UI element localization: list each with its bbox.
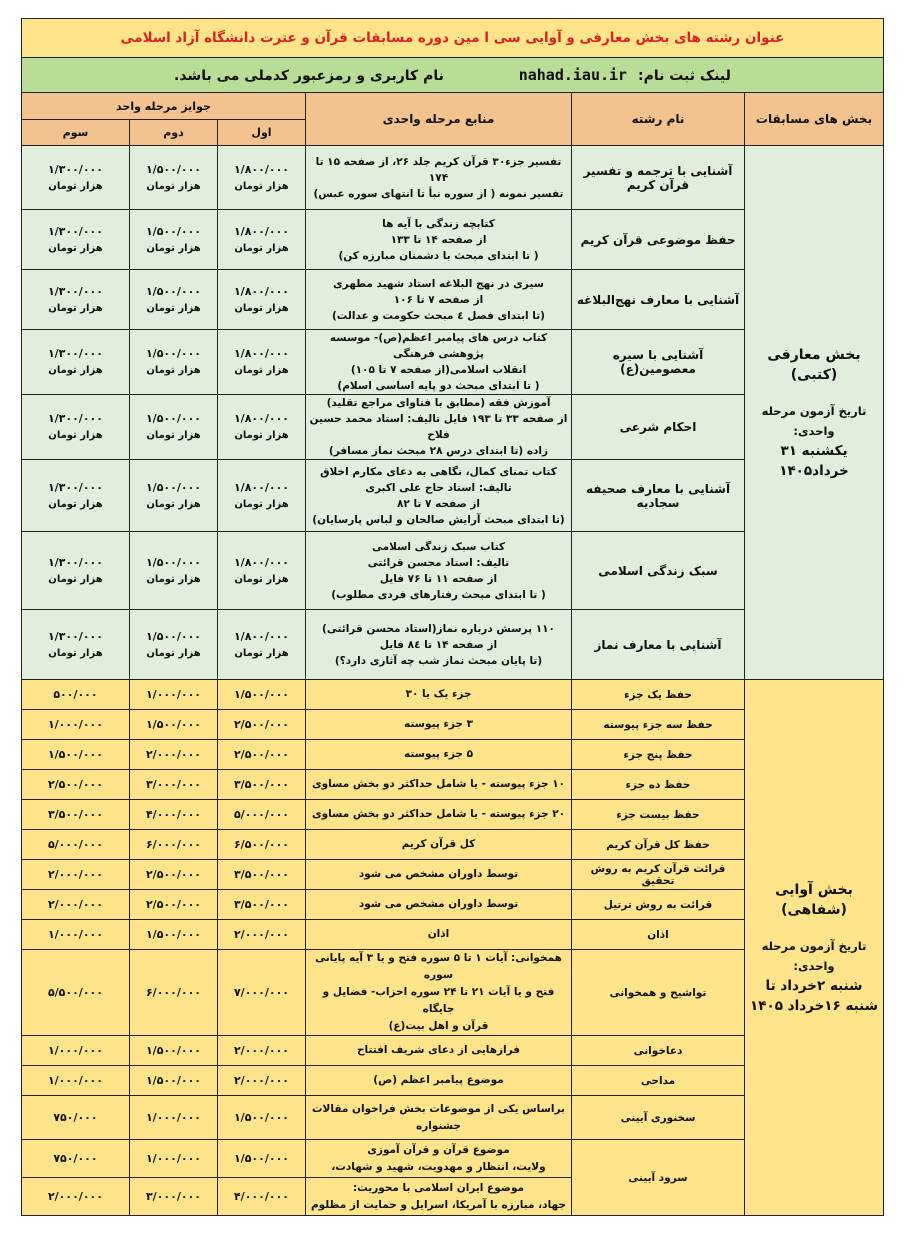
prize-amount: ۱/۵۰۰/۰۰۰ bbox=[145, 480, 202, 494]
prize-amount: ۱/۵۰۰/۰۰۰ bbox=[145, 928, 202, 941]
prize-p1 bbox=[218, 800, 306, 830]
exam-date: یکشنبه ۳۱ خرداد۱۴۰۵ bbox=[779, 442, 849, 479]
prize-amount: ۱/۸۰۰/۰۰۰ bbox=[233, 284, 290, 298]
field-name: مداحی bbox=[572, 1066, 745, 1096]
source-line: موضوع ایران اسلامی با محوریت: bbox=[352, 1181, 525, 1194]
source-line: ۱۱۰ پرسش درباره نماز(استاد محسن قرائتی) bbox=[322, 622, 555, 635]
source-line: براساس یکی از موضوعات بخش فراخوان مقالات bbox=[312, 1102, 565, 1115]
source-line: از صفحه ۳۳ تا ۱۹۳ فایل تالیف: استاد محمد حسین فلاح bbox=[309, 413, 568, 441]
prize-amount: ۱/۰۰۰/۰۰۰ bbox=[47, 928, 103, 941]
prize-amount: ۱/۵۰۰/۰۰۰ bbox=[233, 688, 290, 701]
prize-p1 bbox=[218, 1096, 306, 1140]
prize-p3 bbox=[21, 950, 129, 1036]
source-line: کتاب سبک زندگی اسلامی bbox=[371, 540, 506, 553]
prize-p2 bbox=[130, 1036, 218, 1066]
prize-amount: ۱/۵۰۰/۰۰۰ bbox=[145, 718, 202, 731]
prize-unit: هزار تومان bbox=[48, 180, 103, 192]
prize-amount: ۲/۰۰۰/۰۰۰ bbox=[47, 898, 103, 911]
field-name: حفظ یک جزء bbox=[572, 680, 745, 710]
prize-amount: ۷۵۰/۰۰۰ bbox=[53, 1111, 98, 1124]
prize-p2 bbox=[130, 460, 218, 532]
source-line: توسط داوران مشخص می شود bbox=[358, 868, 519, 880]
sources-cell bbox=[306, 800, 572, 830]
prize-amount: ۱/۳۰۰/۰۰۰ bbox=[47, 555, 103, 569]
prize-amount: ۲/۰۰۰/۰۰۰ bbox=[233, 928, 290, 941]
source-line: سیری در نهج البلاغه استاد شهید مطهری bbox=[333, 277, 544, 290]
prize-amount: ۱/۳۰۰/۰۰۰ bbox=[47, 480, 103, 494]
prize-amount: ۲/۵۰۰/۰۰۰ bbox=[47, 778, 103, 791]
field-name: حفظ پنج جزء bbox=[572, 740, 745, 770]
header-field: نام رشته bbox=[572, 93, 745, 146]
prize-unit: هزار تومان bbox=[48, 430, 103, 441]
prize-amount: ۱/۳۰۰/۰۰۰ bbox=[47, 162, 103, 176]
prize-unit: هزار تومان bbox=[48, 365, 103, 376]
sources-cell bbox=[306, 1096, 572, 1140]
prize-amount: ۱/۵۰۰/۰۰۰ bbox=[145, 224, 202, 238]
prize-amount: ۵۰۰/۰۰۰ bbox=[53, 688, 98, 701]
field-name: سرود آیینی bbox=[572, 1140, 745, 1216]
exam-date-label: تاریخ آزمون مرحله واحدی: bbox=[761, 938, 867, 973]
sources-cell bbox=[306, 890, 572, 920]
prize-unit: هزار تومان bbox=[146, 242, 201, 254]
field-name: سخنوری آیینی bbox=[572, 1096, 745, 1140]
prize-unit: هزار تومان bbox=[146, 430, 201, 441]
sources-cell bbox=[306, 680, 572, 710]
prize-amount: ۱/۸۰۰/۰۰۰ bbox=[233, 555, 290, 569]
prize-p3 bbox=[21, 532, 129, 610]
sources-cell bbox=[306, 920, 572, 950]
header-first: اول bbox=[218, 120, 306, 146]
prize-p1 bbox=[218, 532, 306, 610]
source-line: تالیف: استاد محسن قرائتی bbox=[367, 556, 510, 569]
source-line: از صفحه ۱۴ تا ۱۳۳ bbox=[390, 233, 487, 246]
table-row bbox=[21, 146, 883, 210]
prize-p1 bbox=[218, 395, 306, 460]
prize-p2 bbox=[130, 1178, 218, 1216]
prize-amount: ۵/۵۰۰/۰۰۰ bbox=[47, 986, 103, 999]
header-prizes: جوایز مرحله واحد bbox=[21, 93, 305, 120]
prize-p2 bbox=[130, 770, 218, 800]
source-line: جشنواره bbox=[416, 1119, 461, 1132]
section-maarefi bbox=[745, 146, 884, 680]
source-line: کتاب تمنای کمال، نگاهی به دعای مکارم اخلاق bbox=[320, 465, 557, 478]
prize-p2 bbox=[130, 610, 218, 680]
field-name: قرائت به روش ترتیل bbox=[572, 890, 745, 920]
prize-p2 bbox=[130, 532, 218, 610]
sources-cell bbox=[306, 1066, 572, 1096]
prize-amount: ۱/۰۰۰/۰۰۰ bbox=[145, 1111, 202, 1124]
prize-p1 bbox=[218, 210, 306, 270]
prize-p2 bbox=[130, 890, 218, 920]
field-name: اذان bbox=[572, 920, 745, 950]
prize-p2 bbox=[130, 1066, 218, 1096]
sources-cell bbox=[306, 1178, 572, 1216]
exam-date-label: تاریخ آزمون مرحله واحدی: bbox=[761, 403, 867, 438]
sources-cell bbox=[306, 1036, 572, 1066]
source-line: کتابچه زندگی با آیه ها bbox=[382, 217, 495, 230]
prize-amount: ۳/۵۰۰/۰۰۰ bbox=[233, 868, 290, 881]
prize-amount: ۲/۵۰۰/۰۰۰ bbox=[145, 898, 202, 911]
prize-amount: ۱/۳۰۰/۰۰۰ bbox=[47, 412, 103, 425]
prize-amount: ۱/۳۰۰/۰۰۰ bbox=[47, 347, 103, 360]
prize-p3 bbox=[21, 920, 129, 950]
prize-amount: ۷/۰۰۰/۰۰۰ bbox=[233, 986, 290, 999]
prize-unit: هزار تومان bbox=[48, 573, 103, 585]
prize-unit: هزار تومان bbox=[146, 647, 201, 659]
prize-amount: ۱/۵۰۰/۰۰۰ bbox=[145, 1044, 202, 1057]
prize-p3 bbox=[21, 860, 129, 890]
field-name: آشنایی با معارف نهج‌البلاغه bbox=[572, 270, 745, 330]
exam-date: شنبه ۲خرداد تا bbox=[765, 977, 863, 994]
prize-unit: هزار تومان bbox=[234, 302, 289, 314]
prize-p1 bbox=[218, 146, 306, 210]
section-subtitle: (شفاهی) bbox=[781, 901, 847, 918]
prize-p1 bbox=[218, 270, 306, 330]
source-line: کل قرآن کریم bbox=[401, 838, 476, 850]
prize-amount: ۲/۰۰۰/۰۰۰ bbox=[47, 868, 103, 881]
prize-p3 bbox=[21, 146, 129, 210]
source-line: ۱۰ جزء پیوسته - یا شامل حداکثر دو بخش مساوی bbox=[311, 778, 566, 790]
prize-amount: ۲/۵۰۰/۰۰۰ bbox=[145, 868, 202, 881]
header-third: سوم bbox=[21, 120, 129, 146]
field-name: حفظ بیست جزء bbox=[572, 800, 745, 830]
prize-p3 bbox=[21, 800, 129, 830]
source-line: ( تا ابتدای مبحث رفتارهای فردی مطلوب) bbox=[331, 588, 546, 601]
prize-p3 bbox=[21, 1140, 129, 1178]
prize-amount: ۱/۸۰۰/۰۰۰ bbox=[233, 412, 290, 425]
source-line: ۳ جزء پیوسته bbox=[404, 718, 473, 730]
source-line: ( تا ابتدای مبحث با دشمنان مبارزه کن) bbox=[338, 249, 539, 262]
source-line: ولایت، انتظار و مهدویت، شهید و شهادت، bbox=[331, 1160, 546, 1173]
prize-amount: ۱/۵۰۰/۰۰۰ bbox=[145, 412, 202, 425]
prize-p2 bbox=[130, 920, 218, 950]
prize-p2 bbox=[130, 950, 218, 1036]
prize-p1 bbox=[218, 1066, 306, 1096]
prize-p3 bbox=[21, 830, 129, 860]
header-section: بخش های مسابقات bbox=[745, 93, 884, 146]
prize-p1 bbox=[218, 740, 306, 770]
prize-p3 bbox=[21, 330, 129, 395]
source-line: توسط داوران مشخص می شود bbox=[358, 898, 519, 910]
sources-cell bbox=[306, 830, 572, 860]
prize-unit: هزار تومان bbox=[234, 365, 289, 376]
prize-amount: ۱/۰۰۰/۰۰۰ bbox=[47, 1074, 103, 1087]
prize-p2 bbox=[130, 800, 218, 830]
source-line: زاده (تا ابتدای درس ۲۸ مبحث نماز مسافر) bbox=[328, 445, 549, 457]
source-line: کتاب درس های پیامبر اعظم(ص)- موسسه پژوهشی فرهنگی bbox=[329, 332, 548, 360]
prize-amount: ۱/۳۰۰/۰۰۰ bbox=[47, 284, 103, 298]
prize-p1 bbox=[218, 610, 306, 680]
register-link[interactable]: nahad.iau.ir bbox=[518, 66, 628, 84]
field-name: حفظ سه جزء پیوسته bbox=[572, 710, 745, 740]
prize-amount: ۶/۰۰۰/۰۰۰ bbox=[145, 838, 202, 851]
prize-p2 bbox=[130, 860, 218, 890]
prize-amount: ۶/۰۰۰/۰۰۰ bbox=[145, 986, 202, 999]
prize-p2 bbox=[130, 1140, 218, 1178]
prize-amount: ۳/۰۰۰/۰۰۰ bbox=[145, 1190, 202, 1203]
prize-amount: ۱/۵۰۰/۰۰۰ bbox=[145, 555, 202, 569]
sources-cell bbox=[306, 770, 572, 800]
prize-unit: هزار تومان bbox=[146, 180, 201, 192]
prize-p1 bbox=[218, 1178, 306, 1216]
sources-cell bbox=[306, 270, 572, 330]
source-line: همخوانی: آیات ۱ تا ۵ سوره فتح و یا ۳ آیه پایانی سوره bbox=[315, 952, 562, 981]
sources-cell bbox=[306, 740, 572, 770]
prize-amount: ۱/۵۰۰/۰۰۰ bbox=[145, 347, 202, 360]
prize-unit: هزار تومان bbox=[146, 302, 201, 314]
prize-amount: ۱/۵۰۰/۰۰۰ bbox=[145, 1074, 202, 1087]
prize-amount: ۵/۰۰۰/۰۰۰ bbox=[233, 808, 290, 821]
prize-unit: هزار تومان bbox=[48, 302, 103, 314]
prize-amount: ۱/۵۰۰/۰۰۰ bbox=[233, 1152, 290, 1165]
section-title: بخش آوایی bbox=[775, 881, 853, 898]
prize-p3 bbox=[21, 270, 129, 330]
sources-cell bbox=[306, 532, 572, 610]
prize-amount: ۲/۰۰۰/۰۰۰ bbox=[233, 1074, 290, 1087]
table-row bbox=[21, 680, 883, 710]
prize-p2 bbox=[130, 710, 218, 740]
prize-amount: ۴/۰۰۰/۰۰۰ bbox=[233, 1190, 290, 1203]
competition-sheet bbox=[22, 18, 884, 1216]
source-line: از صفحه ۷ تا ۸۲ bbox=[396, 497, 481, 510]
prize-amount: ۱/۵۰۰/۰۰۰ bbox=[233, 1111, 290, 1124]
prize-amount: ۱/۵۰۰/۰۰۰ bbox=[47, 748, 103, 761]
section-title: بخش معارفی bbox=[767, 346, 861, 363]
source-line: قرآن و اهل بیت(ع) bbox=[388, 1020, 489, 1032]
exam-date: شنبه ۱۶خرداد ۱۴۰۵ bbox=[750, 997, 878, 1014]
prize-amount: ۴/۰۰۰/۰۰۰ bbox=[145, 808, 202, 821]
sources-cell bbox=[306, 210, 572, 270]
prize-p1 bbox=[218, 950, 306, 1036]
prize-amount: ۱/۸۰۰/۰۰۰ bbox=[233, 480, 290, 494]
prize-unit: هزار تومان bbox=[234, 430, 289, 441]
prize-amount: ۱/۵۰۰/۰۰۰ bbox=[145, 629, 202, 643]
prize-p2 bbox=[130, 740, 218, 770]
sources-cell bbox=[306, 710, 572, 740]
field-name: آشنایی با معارف صحیفه سجادیه bbox=[572, 460, 745, 532]
prize-unit: هزار تومان bbox=[146, 365, 201, 376]
prize-p3 bbox=[21, 680, 129, 710]
register-link-label: لینک ثبت نام: bbox=[637, 68, 731, 84]
prize-amount: ۳/۵۰۰/۰۰۰ bbox=[233, 898, 290, 911]
prize-amount: ۱/۸۰۰/۰۰۰ bbox=[233, 629, 290, 643]
field-name: آشنایی با معارف نماز bbox=[572, 610, 745, 680]
prize-p3 bbox=[21, 710, 129, 740]
source-line: از صفحه ۱۱ تا ۷۶ فایل bbox=[379, 572, 498, 585]
prize-unit: هزار تومان bbox=[234, 647, 289, 659]
section-subtitle: (کتبی) bbox=[790, 366, 838, 383]
prize-p1 bbox=[218, 680, 306, 710]
source-line: انقلاب اسلامی(از صفحه ۷ تا ۱۰۵) bbox=[350, 364, 527, 376]
source-line: جزء یک یا ۳۰ bbox=[405, 688, 472, 700]
prize-amount: ۲/۵۰۰/۰۰۰ bbox=[233, 748, 290, 761]
prize-p3 bbox=[21, 610, 129, 680]
prize-p1 bbox=[218, 330, 306, 395]
field-name: قرائت قرآن کریم به روش تحقیق bbox=[572, 860, 745, 890]
source-line: (تا ابتدای فصل ٤ مبحث حکومت و عدالت) bbox=[332, 309, 545, 322]
prize-p1 bbox=[218, 770, 306, 800]
prize-amount: ۱/۸۰۰/۰۰۰ bbox=[233, 224, 290, 238]
prize-p3 bbox=[21, 1066, 129, 1096]
field-name: حفظ کل قرآن کریم bbox=[572, 830, 745, 860]
prize-p3 bbox=[21, 1096, 129, 1140]
source-line: فرازهایی از دعای شریف افتتاح bbox=[356, 1044, 521, 1056]
field-name: آشنایی با سیره معصومین(ع) bbox=[572, 330, 745, 395]
source-line: موضوع قرآن و قرآن آموزی bbox=[367, 1143, 510, 1156]
prize-p2 bbox=[130, 395, 218, 460]
sources-cell bbox=[306, 395, 572, 460]
prize-p3 bbox=[21, 1178, 129, 1216]
prize-amount: ۲/۰۰۰/۰۰۰ bbox=[47, 1190, 103, 1203]
prize-unit: هزار تومان bbox=[234, 498, 289, 510]
field-name: حفظ موضوعی قرآن کریم bbox=[572, 210, 745, 270]
source-line: فتح و یا آیات ۲۱ تا ۲۴ سوره احزاب- فضایل و جایگاه bbox=[322, 986, 555, 1015]
prize-unit: هزار تومان bbox=[234, 242, 289, 254]
sources-cell bbox=[306, 146, 572, 210]
prize-amount: ۱/۸۰۰/۰۰۰ bbox=[233, 162, 290, 176]
prize-amount: ۱/۰۰۰/۰۰۰ bbox=[145, 688, 202, 701]
prize-unit: هزار تومان bbox=[234, 180, 289, 192]
source-line: جهاد، مبارزه با آمریکا، اسرایل و حمایت از مظلوم bbox=[310, 1198, 567, 1211]
sources-cell bbox=[306, 950, 572, 1036]
prize-unit: هزار تومان bbox=[48, 498, 103, 510]
prize-amount: ۱/۳۰۰/۰۰۰ bbox=[47, 629, 103, 643]
prize-p1 bbox=[218, 920, 306, 950]
field-name: حفظ ده جزء bbox=[572, 770, 745, 800]
field-name: احکام شرعی bbox=[572, 395, 745, 460]
source-line: ۵ جزء پیوسته bbox=[404, 748, 473, 760]
sources-cell bbox=[306, 860, 572, 890]
prize-amount: ۱/۰۰۰/۰۰۰ bbox=[145, 1152, 202, 1165]
prize-amount: ۲/۵۰۰/۰۰۰ bbox=[233, 718, 290, 731]
header-sources: منابع مرحله واحدی bbox=[306, 93, 572, 146]
header-second: دوم bbox=[130, 120, 218, 146]
prize-p3 bbox=[21, 210, 129, 270]
prize-p3 bbox=[21, 395, 129, 460]
source-line: (تا پایان مبحث نماز شب چه آثاری دارد؟) bbox=[334, 654, 543, 667]
prize-p3 bbox=[21, 890, 129, 920]
prize-p2 bbox=[130, 830, 218, 860]
prize-amount: ۱/۵۰۰/۰۰۰ bbox=[145, 284, 202, 298]
source-line: تفسیر نمونه ( از سوره نبأ تا انتهای سوره عبس) bbox=[313, 187, 564, 200]
prize-p2 bbox=[130, 210, 218, 270]
source-line: ( تا ابتدای مبحث دو پایه اساسی اسلام) bbox=[337, 380, 540, 392]
prize-p1 bbox=[218, 890, 306, 920]
prize-amount: ۱/۳۰۰/۰۰۰ bbox=[47, 224, 103, 238]
prize-unit: هزار تومان bbox=[146, 573, 201, 585]
sources-cell bbox=[306, 610, 572, 680]
source-line: تفسیر جزء۳۰ قرآن کریم جلد ۲۶، از صفحه ۱۵ تا ۱۷۴ bbox=[315, 155, 562, 184]
prize-p3 bbox=[21, 460, 129, 532]
prize-p3 bbox=[21, 770, 129, 800]
prize-amount: ۳/۵۰۰/۰۰۰ bbox=[233, 778, 290, 791]
prize-amount: ۳/۵۰۰/۰۰۰ bbox=[47, 808, 103, 821]
prize-amount: ۱/۵۰۰/۰۰۰ bbox=[145, 162, 202, 176]
prize-amount: ۱/۰۰۰/۰۰۰ bbox=[47, 718, 103, 731]
section-avayi bbox=[745, 680, 884, 1216]
prize-amount: ۱/۰۰۰/۰۰۰ bbox=[47, 1044, 103, 1057]
sources-cell bbox=[306, 1140, 572, 1178]
prize-amount: ۶/۵۰۰/۰۰۰ bbox=[233, 838, 290, 851]
prize-p2 bbox=[130, 146, 218, 210]
prize-unit: هزار تومان bbox=[234, 573, 289, 585]
field-name: دعاخوانی bbox=[572, 1036, 745, 1066]
field-name: تواشیح و همخوانی bbox=[572, 950, 745, 1036]
prize-amount: ۲/۰۰۰/۰۰۰ bbox=[233, 1044, 290, 1057]
prize-p3 bbox=[21, 1036, 129, 1066]
field-name: سبک زندگی اسلامی bbox=[572, 532, 745, 610]
prize-p2 bbox=[130, 270, 218, 330]
prize-p2 bbox=[130, 1096, 218, 1140]
prize-p1 bbox=[218, 1036, 306, 1066]
prize-amount: ۵/۰۰۰/۰۰۰ bbox=[47, 838, 103, 851]
prize-unit: هزار تومان bbox=[48, 242, 103, 254]
source-line: تالیف: استاد حاج علی اکبری bbox=[365, 481, 512, 494]
field-name: آشنایی با ترجمه و تفسیر قرآن کریم bbox=[572, 146, 745, 210]
prize-unit: هزار تومان bbox=[146, 498, 201, 510]
source-line: ۲۰ جزء پیوسته - یا شامل حداکثر دو بخش مساوی bbox=[311, 808, 566, 820]
fields-table bbox=[21, 18, 884, 1216]
prize-p1 bbox=[218, 460, 306, 532]
sources-cell bbox=[306, 330, 572, 395]
prize-p2 bbox=[130, 330, 218, 395]
source-line: موضوع پیامبر اعظم (ص) bbox=[373, 1074, 504, 1086]
prize-amount: ۷۵۰/۰۰۰ bbox=[53, 1152, 98, 1165]
register-bar bbox=[21, 58, 883, 93]
prize-p1 bbox=[218, 710, 306, 740]
sheet-title: عنوان رشته های بخش معارفی و آوایی سی ا مین دوره مسابقات قرآن و عترت دانشگاه آزاد اسلامی bbox=[21, 19, 883, 58]
sources-cell bbox=[306, 460, 572, 532]
source-line: اذان bbox=[427, 928, 450, 940]
prize-p1 bbox=[218, 1140, 306, 1178]
source-line: از صفحه ۱۴ تا ۸٤ فایل bbox=[379, 638, 498, 651]
source-line: آموزش فقه (مطابق با فتاوای مراجع تقلید) bbox=[326, 397, 551, 409]
prize-amount: ۳/۰۰۰/۰۰۰ bbox=[145, 778, 202, 791]
prize-p1 bbox=[218, 830, 306, 860]
prize-p3 bbox=[21, 740, 129, 770]
prize-amount: ۱/۸۰۰/۰۰۰ bbox=[233, 347, 290, 360]
prize-p1 bbox=[218, 860, 306, 890]
source-line: از صفحه ۷ تا ۱۰۶ bbox=[393, 293, 484, 306]
credentials-note: نام کاربری و رمزعبور کدملی می باشد. bbox=[174, 68, 444, 84]
source-line: (تا ابتدای مبحث آرایش صالحان و لباس پارسایان) bbox=[312, 513, 565, 526]
prize-amount: ۲/۰۰۰/۰۰۰ bbox=[145, 748, 202, 761]
prize-unit: هزار تومان bbox=[48, 647, 103, 659]
prize-p2 bbox=[130, 680, 218, 710]
